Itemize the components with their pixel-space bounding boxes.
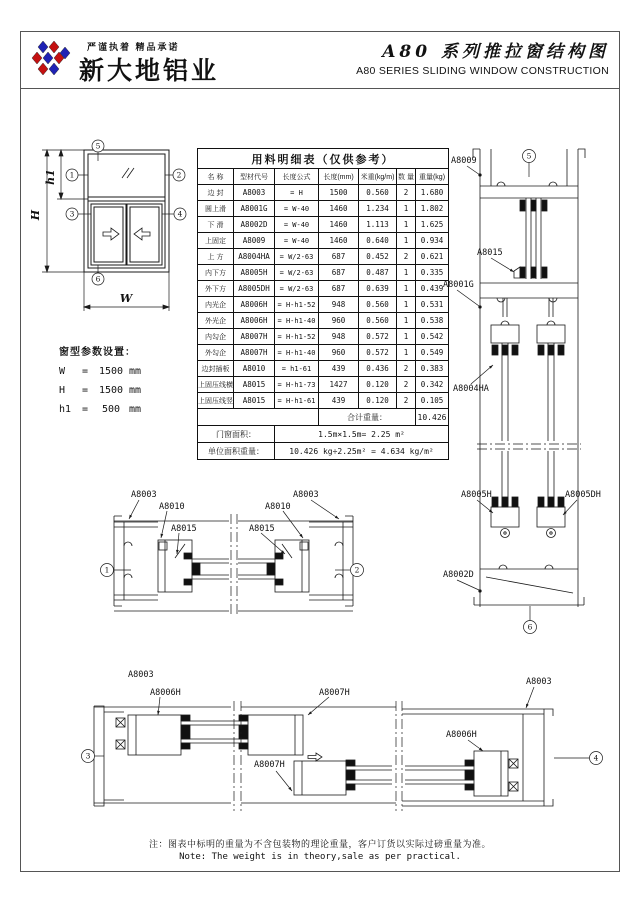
total-blank	[198, 409, 319, 426]
part-label-a8004ha: A8004HA	[453, 384, 489, 394]
material-row: 边封插板 A8010 = h1-61 439 0.436 2 0.383	[198, 361, 449, 377]
note-en: Note: The weight is in theory,sale as per practical.	[179, 852, 461, 862]
area-value: 1.5m×1.5m= 2.25 m²	[275, 426, 449, 443]
window-outline	[84, 150, 169, 272]
material-row: 下 滑 A8002D = W-40 1460 1.113 1 1.625	[198, 217, 449, 233]
leader-lines	[95, 687, 590, 791]
footer-note	[21, 838, 619, 864]
part-label-a8005dh: A8005DH	[565, 490, 601, 500]
slide-arrow-left	[134, 228, 150, 240]
right-jamb-a8003	[402, 709, 553, 806]
table-title: 用料明细表（仅供参考）	[198, 149, 449, 169]
svg-text:3: 3	[69, 209, 75, 219]
svg-text:3: 3	[85, 751, 91, 761]
area-label: 门窗面积：	[198, 426, 275, 443]
col-formula: 长度公式	[275, 169, 319, 185]
svg-text:6: 6	[95, 274, 101, 284]
callout-2-section	[351, 564, 364, 577]
break-lines	[231, 514, 237, 615]
window-parameters	[59, 343, 189, 419]
break-lines	[477, 444, 581, 449]
material-row: 内勾企 A8007H = H-h1-52 948 0.572 1 0.542	[198, 329, 449, 345]
note-cn: 注：图表中标明的重量为不含包装物的理论重量，客户订货以实际过磅重量为准。	[148, 839, 491, 849]
slide-arrow-right	[103, 228, 119, 240]
part-label-a8003: A8003	[128, 670, 154, 680]
head-track-a8001g	[480, 283, 578, 317]
callout-5	[92, 140, 104, 161]
table-header-row	[198, 169, 449, 185]
callout-2	[165, 169, 185, 181]
horizontal-section-fixed	[79, 484, 384, 619]
interlock-arrow	[308, 753, 322, 761]
part-label-a8003: A8003	[131, 490, 157, 500]
part-label-a8015: A8015	[171, 524, 197, 534]
unit-weight-label: 单位面积重量：	[198, 443, 275, 460]
svg-text:6: 6	[527, 622, 533, 632]
sill-a8002d	[474, 565, 584, 605]
front-elevation-diagram	[27, 133, 197, 321]
part-label-a8015: A8015	[477, 248, 503, 258]
material-row: 内下方 A8005H = W/2-63 687 0.487 1 0.335	[198, 265, 449, 281]
part-label-a8007h: A8007H	[254, 760, 285, 770]
head-frame-a8009	[473, 149, 585, 607]
material-row: 边 封 A8003 = H 1500 0.560 2 1.680	[198, 185, 449, 201]
company-name: 新大地铝业	[79, 56, 220, 85]
part-label-a8003: A8003	[526, 677, 552, 687]
part-label-a8005h: A8005H	[461, 490, 492, 500]
total-label: 合计重量：	[319, 409, 416, 426]
total-value: 10.426	[416, 409, 449, 426]
part-label-a8007h: A8007H	[319, 688, 350, 698]
callout-1	[66, 169, 88, 181]
fixed-glazing	[514, 198, 547, 279]
material-row: 上 方 A8004HA = W/2-63 687 0.452 2 0.621	[198, 249, 449, 265]
part-label-a8006h: A8006H	[150, 688, 181, 698]
col-weight: 重量(kg)	[416, 169, 449, 185]
horizontal-section-sliding	[76, 663, 616, 821]
material-row: 圆上滑 A8001G = W-40 1460 1.234 1 1.802	[198, 201, 449, 217]
svg-text:5: 5	[95, 141, 101, 151]
leader-lines	[114, 500, 351, 570]
title-block	[21, 32, 619, 89]
outer-sash-stile-a8006h	[128, 715, 181, 755]
right-sash-stile	[275, 540, 309, 592]
param-row-h: H = 1500 mm	[59, 385, 142, 396]
unit-weight-value: 10.426 kg÷2.25m² = 4.634 kg/m²	[275, 443, 449, 460]
dimension-lines	[42, 150, 169, 311]
material-row: 上固压线横 A8015 = H-h1-73 1427 0.120 2 0.342	[198, 377, 449, 393]
col-meter-weight: 米重(kg/m)	[359, 169, 397, 185]
sheet-title-cn: A80 系列推拉窗结构图	[382, 42, 609, 62]
part-label-a8002d: A8002D	[443, 570, 474, 580]
callout-4-section	[590, 752, 603, 765]
sash-glass-panels	[502, 343, 554, 507]
material-row: 上固定 A8009 = W-40 1460 0.640 1 0.934	[198, 233, 449, 249]
svg-text:4: 4	[177, 209, 183, 219]
material-row: 外勾企 A8007H = H-h1-40 960 0.572 1 0.549	[198, 345, 449, 361]
interlock-stile-a8007h	[248, 715, 346, 795]
material-row: 外下方 A8005DH = W/2-63 687 0.639 1 0.439	[198, 281, 449, 297]
break-lines-2	[396, 701, 402, 811]
svg-text:1: 1	[104, 565, 110, 575]
left-jamb-a8003	[114, 516, 158, 606]
sheet-title-en: A80 SERIES SLIDING WINDOW CONSTRUCTION	[356, 65, 609, 77]
total-row	[198, 409, 449, 426]
callout-4	[162, 208, 186, 220]
callout-1-section	[101, 564, 114, 577]
part-label-a8015: A8015	[249, 524, 275, 534]
area-row	[198, 426, 449, 443]
part-label-a8010: A8010	[159, 502, 185, 512]
callout-5-section	[523, 150, 536, 163]
left-sash-stile	[158, 540, 200, 592]
inner-glass	[346, 760, 474, 790]
right-jamb-a8003	[309, 516, 353, 606]
parameters-title: 窗型参数设置：	[59, 347, 136, 358]
callout-6-section	[524, 621, 537, 634]
sheet-border	[20, 31, 620, 872]
col-length: 长度(mm)	[319, 169, 359, 185]
part-label-a8003: A8003	[293, 490, 319, 500]
callout-3	[66, 208, 91, 220]
part-label-a8009: A8009	[451, 156, 477, 166]
inner-sash-stile-a8006h	[474, 751, 518, 796]
company-tagline: 严谨执着 精品承诺	[87, 42, 180, 52]
company-logo	[29, 39, 75, 79]
material-row: 内光企 A8006H = H-h1-52 948 0.560 1 0.531	[198, 297, 449, 313]
vertical-section-drawing	[441, 129, 619, 644]
svg-text:2: 2	[176, 170, 182, 180]
svg-text:1: 1	[69, 170, 75, 180]
dim-label-h1: h1	[44, 169, 57, 185]
glass-mark	[122, 168, 134, 178]
col-name: 名 称	[198, 169, 234, 185]
part-label-a8010: A8010	[265, 502, 291, 512]
glazing-bead-a8015	[514, 267, 520, 278]
dim-label-W: W	[119, 292, 133, 305]
material-row: 外光企 A8006H = H-h1-40 960 0.560 1 0.538	[198, 313, 449, 329]
outer-glass	[181, 715, 248, 749]
part-label-a8006h: A8006H	[446, 730, 477, 740]
unit-weight-row	[198, 443, 449, 460]
part-label-a8001g: A8001G	[443, 280, 474, 290]
param-row-w: W = 1500 mm	[59, 366, 142, 377]
material-row: 上固压线竖 A8015 = H-h1-61 439 0.120 2 0.105	[198, 393, 449, 409]
col-qty: 数 量	[397, 169, 416, 185]
col-code: 型材代号	[234, 169, 275, 185]
callout-3-section	[82, 750, 95, 763]
dim-label-H: H	[29, 209, 42, 221]
param-row-h1: h1 = 500 mm	[59, 404, 142, 415]
materials-table	[197, 148, 449, 460]
svg-text:2: 2	[354, 565, 360, 575]
right-glass	[238, 559, 275, 579]
sash-bottom-rails	[491, 497, 565, 538]
svg-text:4: 4	[593, 753, 599, 763]
svg-text:5: 5	[526, 151, 532, 161]
